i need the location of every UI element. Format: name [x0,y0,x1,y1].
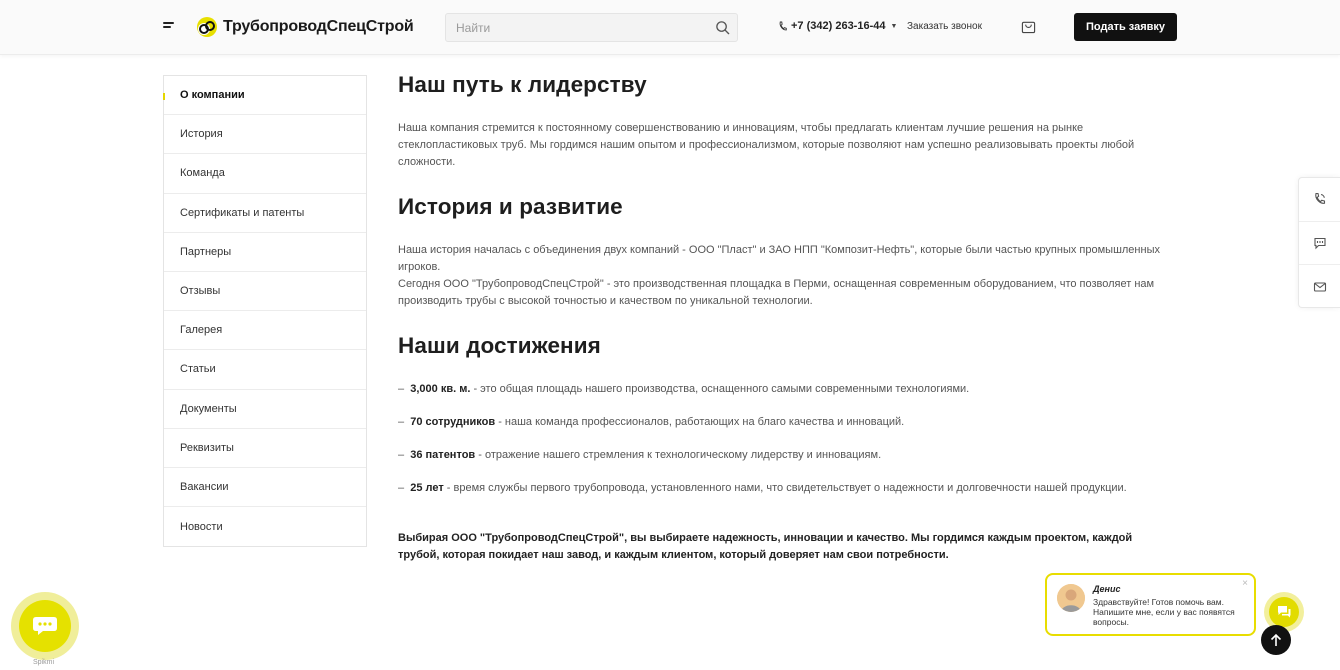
menu-icon[interactable] [163,22,175,32]
section-title-history: История и развитие [398,194,623,219]
sidebar-item-requisites[interactable]: Реквизиты [164,429,366,468]
chevron-down-icon: ▼ [890,22,898,30]
phone-icon [1313,192,1327,206]
sidebar-item-history[interactable]: История [164,115,366,154]
arrow-up-icon [1270,633,1282,647]
cart-icon[interactable] [1021,19,1036,34]
section-title-leadership: Наш путь к лидерству [398,72,647,97]
chat-icon [32,615,58,637]
search-box [445,13,738,42]
chat-widget-label: Spikmi [33,659,55,666]
sidebar-item-articles[interactable]: Статьи [164,350,366,389]
chat-icon [1313,236,1327,250]
contact-panel [1298,177,1340,308]
sidebar-item-reviews[interactable]: Отзывы [164,272,366,311]
sidebar-nav [163,75,367,547]
phone-icon [778,21,787,32]
close-icon[interactable]: × [1242,578,1248,589]
panel-phone-button[interactable] [1299,178,1340,222]
panel-chat-button[interactable] [1299,222,1340,266]
chat-icon [1276,605,1292,619]
callback-link[interactable]: Заказать звонок [907,21,982,32]
site-logo[interactable] [195,15,414,39]
scroll-to-top-button[interactable] [1261,625,1291,655]
phone-number: +7 (342) 263-16-44 [791,20,886,32]
submit-request-button[interactable]: Подать заявку [1074,13,1177,41]
main-content [398,72,1168,564]
logo-text: ТрубопроводСпецСтрой [223,18,414,35]
section-title-achievements: Наши достижения [398,333,601,358]
mail-icon [1313,281,1327,293]
history-text-1: Наша история началась с объединения двух компаний - ООО "Пласт" и ЗАО НПП "Композит-Нефть", которые были частью крупных промышленных игроков. [398,244,1160,273]
achievement-item: – 70 сотрудников - наша команда профессионалов, работающих на благо качества и инноваций. [398,416,905,428]
leadership-text: Наша компания стремится к постоянному совершенствованию и инновациям, чтобы предлагать клиентам лучшие решения на рынке стеклопластиковых труб. Мы гордимся нашим опытом и профессионализмом, которые позволяют нам успешно реализовывать проекты любой сложности. [398,122,1135,168]
sidebar-item-about[interactable]: О компании [164,76,366,115]
avatar [1057,584,1085,612]
sidebar-item-certificates[interactable]: Сертификаты и патенты [164,194,366,233]
agent-name: Денис [1093,584,1121,594]
closing-statement: Выбирая ООО "ТрубопроводСпецСтрой", вы выбираете надежность, инновации и качество. Мы гордимся каждым проектом, каждой трубой, которая покидает наш завод, и каждым клиентом, который доверяет нам свои потребности. [398,532,1133,561]
history-text-2: Сегодня ООО "ТрубопроводСпецСтрой" - это производственная площадка в Перми, оснащенная современным оборудованием, что позволяет нам производить трубы с высокой точностью и качеством по уникальной технологии. [398,278,1155,307]
achievement-item: – 25 лет - время службы первого трубопровода, установленного нами, что свидетельствует о надежности и долговечности нашей продукции. [398,482,1127,494]
chat-widget-button[interactable] [11,592,79,660]
sidebar-item-news[interactable]: Новости [180,520,223,533]
chat-popup[interactable] [1045,573,1256,636]
search-input[interactable] [446,14,696,41]
achievement-item: – 36 патентов - отражение нашего стремления к технологическому лидерству и инновациям. [398,449,882,461]
sidebar-item-documents[interactable]: Документы [164,390,366,429]
phone-dropdown[interactable] [778,20,897,32]
panel-mail-button[interactable] [1299,265,1340,309]
site-header [0,0,1340,55]
achievement-item: – 3,000 кв. м. - это общая площадь нашего производства, оснащенного самыми современными технологиями. [398,383,970,395]
sidebar-item-gallery[interactable]: Галерея [164,311,366,350]
sidebar-item-partners[interactable]: Партнеры [164,233,366,272]
logo-icon [195,15,219,39]
search-icon[interactable] [715,20,730,35]
sidebar-item-vacancies[interactable]: Вакансии [164,468,366,507]
sidebar-item-team[interactable]: Команда [164,154,366,193]
chat-message: Здравствуйте! Готов помочь вам. Напишите мне, если у вас появятся вопросы. [1093,597,1235,627]
